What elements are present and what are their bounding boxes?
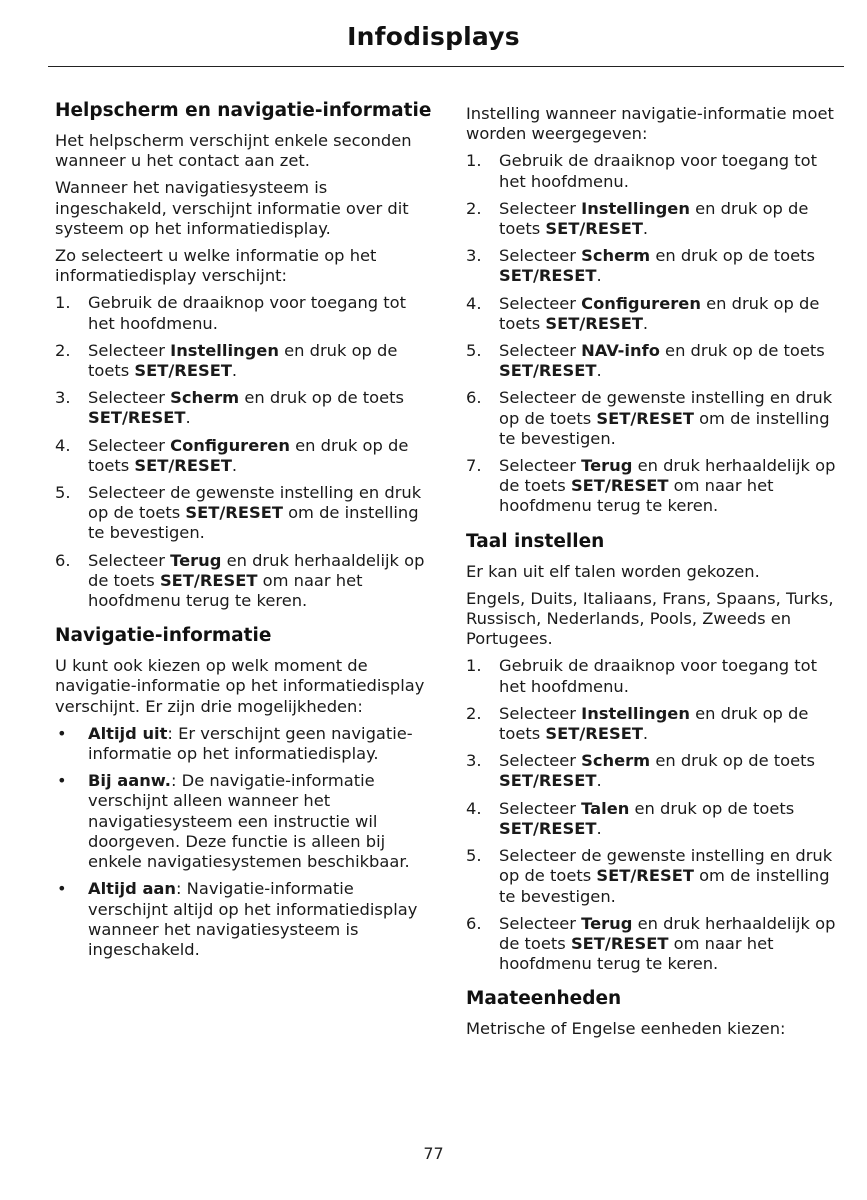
list-item: 4. Selecteer Configureren en druk op de toets SET/RESET. [55, 435, 409, 475]
numbered-list [55, 293, 433, 611]
paragraph: U kunt ook kiezen op welk moment de navigatie-informatie op het informatiedisplay verschijnt. Er zijn drie mogelijkheden: [55, 656, 425, 716]
step-number: 1. [55, 293, 71, 313]
step-number: 1. [466, 151, 482, 171]
numbered-list [466, 151, 844, 516]
page-number: 77 [423, 1144, 444, 1163]
step-number: 4. [466, 798, 482, 818]
paragraph: Engels, Duits, Italiaans, Frans, Spaans, Turks, Russisch, Nederlands, Pools, Zweeds en Portugees. [466, 588, 834, 649]
step-number: 7. [466, 456, 482, 476]
section-heading-help-screen: Helpscherm en navigatie-informatie [55, 100, 432, 121]
step-number: 5. [466, 846, 482, 866]
list-item: 5. Selecteer NAV-info en druk op de toets SET/RESET. [466, 341, 825, 381]
list-item: • Bij aanw.: De navigatie-informatie verschijnt alleen wanneer het navigatiesysteem een instructie wil doorgeven. Deze functie is alleen bij enkele navigatiesystemen beschikbaar. [57, 771, 410, 872]
step-number: 2. [466, 198, 482, 218]
step-number: 2. [466, 703, 482, 723]
paragraph: Er kan uit elf talen worden gekozen. [466, 561, 760, 581]
step-number: 3. [55, 388, 71, 408]
bullet-icon: • [57, 771, 67, 791]
step-number: 3. [466, 751, 482, 771]
list-item: 2. Selecteer Instellingen en druk op de toets SET/RESET. [466, 198, 809, 239]
bullet-icon: • [57, 879, 67, 899]
list-item: 5. Selecteer de gewenste instelling en druk op de toets SET/RESET om de instelling te bevestigen. [466, 846, 833, 906]
list-item: 3. Selecteer Scherm en druk op de toets SET/RESET. [55, 388, 405, 428]
step-number: 1. [466, 656, 482, 676]
paragraph: Wanneer het navigatiesysteem is ingeschakeld, verschijnt informatie over dit systeem op het informatiedisplay. [55, 178, 409, 238]
list-item: 3. Selecteer Scherm en druk op de toets SET/RESET. [466, 246, 816, 286]
section-heading-language: Taal instellen [466, 530, 605, 552]
paragraph: Metrische of Engelse eenheden kiezen: [466, 1019, 786, 1039]
step-number: 4. [55, 435, 71, 455]
paragraph: Instelling wanneer navigatie-informatie moet worden weergegeven: [466, 104, 834, 144]
list-item: 1. Gebruik de draaiknop voor toegang tot het hoofdmenu. [55, 293, 407, 333]
right-column [466, 104, 844, 1047]
list-item: 2. Selecteer Instellingen en druk op de toets SET/RESET. [55, 340, 398, 381]
section-heading-units: Maateenheden [466, 988, 622, 1010]
list-item: 4. Selecteer Talen en druk op de toets SET/RESET. [466, 798, 795, 838]
step-number: 5. [55, 483, 71, 503]
list-item: • Altijd aan: Navigatie-informatie verschijnt altijd op het informatiedisplay wanneer het navigatiesysteem is ingeschakeld. [57, 879, 418, 959]
list-item: • Altijd uit: Er verschijnt geen navigatie-informatie op het informatiedisplay. [57, 723, 413, 764]
list-item: 5. Selecteer de gewenste instelling en druk op de toets SET/RESET om de instelling te bevestigen. [55, 483, 422, 543]
step-number: 3. [466, 246, 482, 266]
list-item: 3. Selecteer Scherm en druk op de toets SET/RESET. [466, 751, 816, 791]
step-number: 5. [466, 341, 482, 361]
list-item: 7. Selecteer Terug en druk herhaaldelijk op de toets SET/RESET om naar het hoofdmenu terug te keren. [466, 456, 836, 516]
list-item: 6. Selecteer de gewenste instelling en druk op de toets SET/RESET om de instelling te bevestigen. [466, 388, 833, 448]
bullet-list [55, 724, 433, 960]
step-number: 4. [466, 293, 482, 313]
paragraph: Het helpscherm verschijnt enkele seconden wanneer u het contact aan zet. [55, 131, 412, 171]
numbered-list [466, 656, 844, 974]
step-number: 2. [55, 340, 71, 360]
list-item: 2. Selecteer Instellingen en druk op de toets SET/RESET. [466, 703, 809, 744]
section-heading-navigation-info: Navigatie-informatie [55, 625, 272, 647]
bullet-icon: • [57, 723, 67, 743]
page-title: Infodisplays [347, 22, 520, 51]
paragraph: Zo selecteert u welke informatie op het informatiedisplay verschijnt: [55, 246, 377, 286]
step-number: 6. [466, 913, 482, 933]
list-item: 1. Gebruik de draaiknop voor toegang tot het hoofdmenu. [466, 656, 818, 696]
step-number: 6. [466, 388, 482, 408]
list-item: 6. Selecteer Terug en druk herhaaldelijk op de toets SET/RESET om naar het hoofdmenu terug te keren. [466, 913, 836, 974]
list-item: 6. Selecteer Terug en druk herhaaldelijk op de toets SET/RESET om naar het hoofdmenu terug te keren. [55, 550, 425, 611]
left-column [55, 100, 433, 968]
step-number: 6. [55, 550, 71, 570]
list-item: 4. Selecteer Configureren en druk op de toets SET/RESET. [466, 293, 820, 333]
list-item: 1. Gebruik de draaiknop voor toegang tot het hoofdmenu. [466, 151, 818, 191]
header-divider [48, 66, 844, 67]
